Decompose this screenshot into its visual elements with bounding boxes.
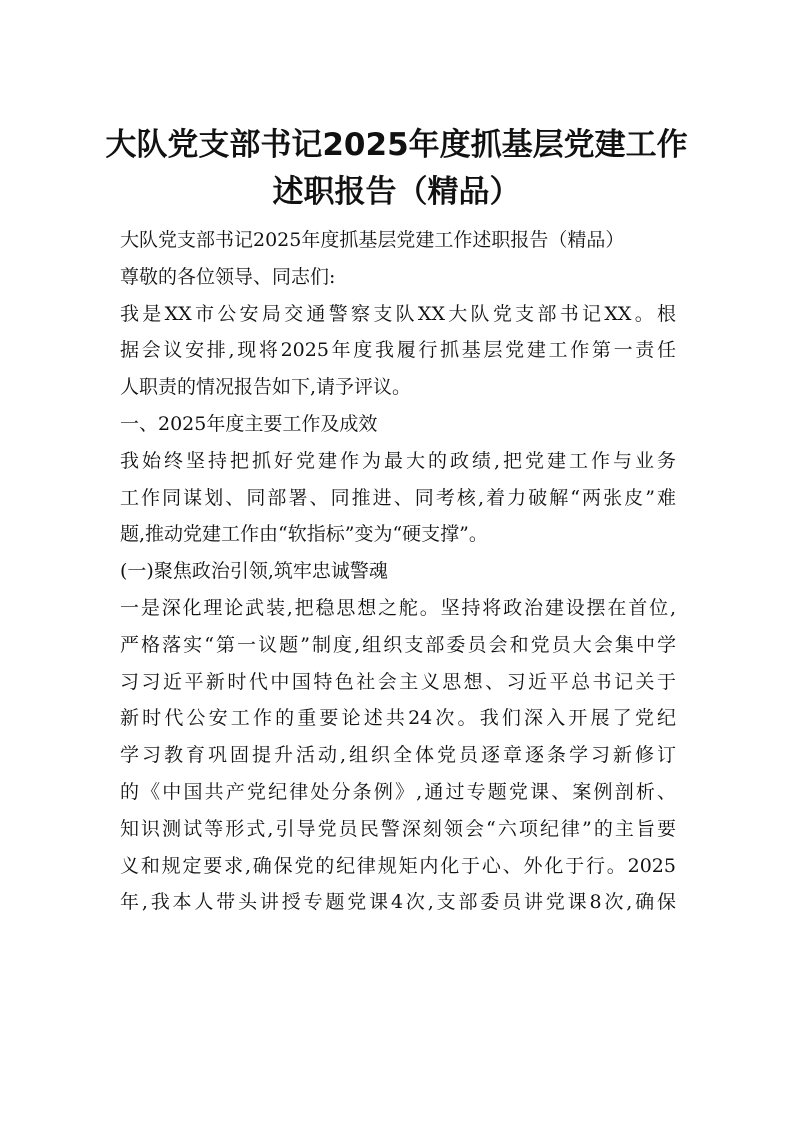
body-line: 年,我本人带头讲授专题党课4次,支部委员讲党课8次,确保 xyxy=(120,891,676,914)
body-line: 一是深化理论武装,把稳思想之舵。坚持将政治建设摆在首位, xyxy=(120,596,676,619)
body-line: 人职责的情况报告如下,请予评议。 xyxy=(120,376,412,399)
body-line: 我始终坚持把抓好党建作为最大的政绩,把党建工作与业务 xyxy=(120,449,676,472)
body-line: 题,推动党建工作由“软指标”变为“硬支撑”。 xyxy=(120,523,488,546)
body-line: 工作同谋划、同部署、同推进、同考核,着力破解“两张皮”难 xyxy=(120,486,676,509)
body-line: 义和规定要求,确保党的纪律规矩内化于心、外化于行。2025 xyxy=(120,854,676,877)
document-title-line-1: 大队党支部书记2025年度抓基层党建工作 xyxy=(105,127,688,163)
body-line: 学习教育巩固提升活动,组织全体党员逐章逐条学习新修订 xyxy=(120,744,676,767)
subsection-heading: (一)聚焦政治引领,筑牢忠诚警魂 xyxy=(120,560,388,583)
document-title-line-2: 述职报告（精品） xyxy=(272,174,521,210)
body-line: 据会议安排,现将2025年度我履行抓基层党建工作第一责任 xyxy=(120,339,676,362)
document-body xyxy=(120,222,676,921)
body-line: 我是XX市公安局交通警察支队XX大队党支部书记XX。根 xyxy=(120,302,676,325)
body-line: 严格落实“第一议题”制度,组织支部委员会和党员大会集中学 xyxy=(120,633,676,656)
body-line: 习习近平新时代中国特色社会主义思想、习近平总书记关于 xyxy=(120,670,676,693)
body-line: 的《中国共产党纪律处分条例》,通过专题党课、案例剖析、 xyxy=(120,780,676,803)
body-line: 新时代公安工作的重要论述共24次。我们深入开展了党纪 xyxy=(120,707,676,730)
body-line: 尊敬的各位领导、同志们: xyxy=(120,265,336,288)
body-line: 大队党支部书记2025年度抓基层党建工作述职报告（精品） xyxy=(120,229,625,251)
body-line: 知识测试等形式,引导党员民警深刻领会“六项纪律”的主旨要 xyxy=(120,817,676,840)
section-heading: 一、2025年度主要工作及成效 xyxy=(120,412,378,435)
